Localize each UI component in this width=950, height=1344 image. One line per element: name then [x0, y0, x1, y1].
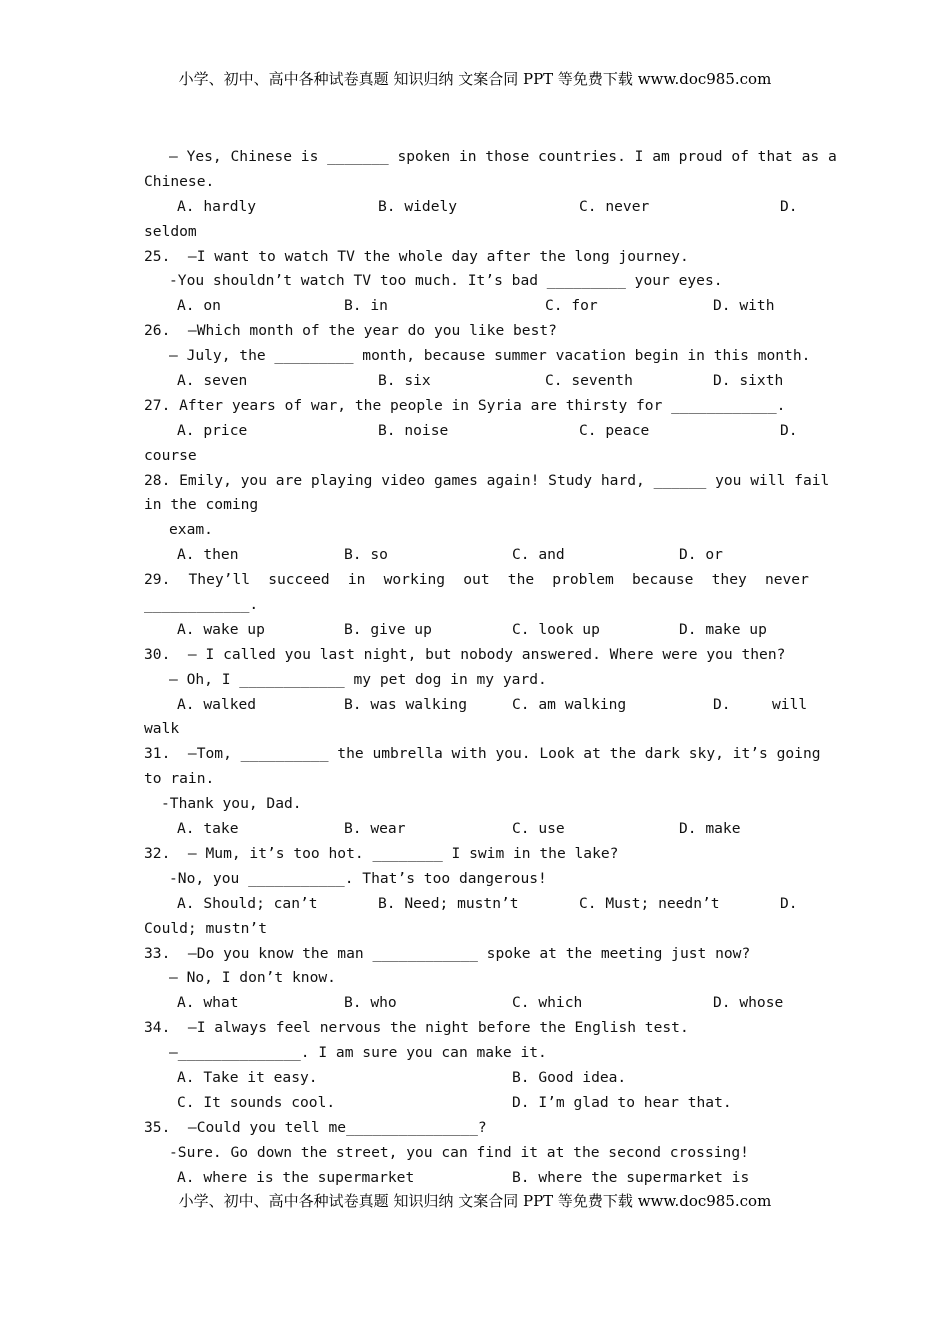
q30-stem: 30. – I called you last night, but nobody answered. Where were you then?	[144, 645, 786, 663]
option-a: A. walked	[177, 695, 257, 713]
option-b: B. was walking	[344, 695, 468, 713]
option-a: A. Take it easy.	[177, 1068, 318, 1086]
q29-word: out	[463, 571, 490, 589]
q33-stem: 33. –Do you know the man ____________ spoke at the meeting just now?	[144, 944, 751, 962]
option-b: B. widely	[378, 197, 458, 215]
q28-stem-line3: exam.	[169, 521, 213, 539]
q25-options	[144, 294, 809, 319]
option-c: C. never	[579, 197, 650, 215]
q24-line1: – Yes, Chinese is _______ spoken in those countries. I am proud of that as a	[169, 148, 837, 165]
option-c: C. am walking	[512, 695, 627, 713]
q31-stem: 31. –Tom, __________ the umbrella with you. Look at the dark sky, it’s going	[144, 745, 821, 763]
option-b: B. Good idea.	[512, 1068, 627, 1086]
q31-stem-line2: to rain.	[144, 770, 215, 788]
option-b: B. noise	[378, 421, 449, 439]
option-a: A. what	[177, 994, 239, 1012]
q30-options	[144, 693, 809, 718]
option-d: D.	[713, 695, 731, 713]
q28-options	[144, 543, 809, 568]
option-c: C. which	[512, 994, 583, 1012]
footer-banner: 小学、初中、高中各种试卷真题 知识归纳 文案合同 PPT 等免费下载 www.doc985.com	[178, 1192, 772, 1210]
option-d: D. with	[713, 297, 775, 315]
header-banner: 小学、初中、高中各种试卷真题 知识归纳 文案合同 PPT 等免费下载 www.doc985.com	[178, 70, 772, 88]
q35-options	[144, 1166, 809, 1191]
option-c: C. look up	[512, 620, 600, 638]
q29-stem	[144, 568, 809, 593]
q34-options-row2	[144, 1091, 809, 1116]
option-b: B. in	[344, 297, 388, 315]
q28-stem-line2: in the coming	[144, 496, 259, 514]
option-b: B. wear	[344, 820, 406, 838]
q26-options	[144, 369, 809, 394]
option-d: D. I’m glad to hear that.	[512, 1093, 732, 1111]
option-a: A. hardly	[177, 197, 257, 215]
option-d: D. or	[679, 546, 723, 564]
option-b: B. give up	[344, 620, 432, 638]
option-c: C. It sounds cool.	[177, 1093, 336, 1111]
option-c: C. peace	[579, 421, 650, 439]
option-c: C. and	[512, 546, 565, 564]
option-d: D. sixth	[713, 372, 784, 390]
q29-word: the	[507, 571, 535, 589]
option-c: C. Must; needn’t	[579, 894, 720, 912]
q29-word: They’ll	[188, 571, 251, 589]
q32-reply: -No, you ___________. That’s too dangerous!	[169, 869, 547, 887]
q29-word: because	[631, 571, 694, 589]
q29-word: they	[711, 571, 747, 589]
option-a: A. price	[177, 421, 248, 439]
q29-word: 29.	[144, 571, 171, 589]
q29-stem-line2: ____________.	[144, 596, 259, 614]
q34-stem: 34. –I always feel nervous the night before the English test.	[144, 1019, 689, 1037]
q24-line2: Chinese.	[144, 172, 215, 190]
option-a: A. Should; can’t	[177, 894, 318, 912]
option-a: A. then	[177, 546, 239, 564]
q29-word: problem	[552, 571, 614, 589]
option-d: D.	[780, 421, 798, 439]
option-d: D. whose	[713, 994, 784, 1012]
option-b: B. who	[344, 994, 397, 1012]
option-b: B. where the supermarket is	[512, 1168, 750, 1186]
option-b: B. so	[344, 546, 388, 564]
option-d: D.	[780, 197, 798, 215]
q31-reply: -Thank you, Dad.	[161, 795, 302, 813]
option-a: A. wake up	[177, 620, 265, 638]
option-a: A. where is the supermarket	[177, 1168, 415, 1186]
option-c: C. use	[512, 820, 565, 838]
option-a: A. take	[177, 820, 239, 838]
option-c: C. for	[545, 297, 598, 315]
q30-reply: – Oh, I ____________ my pet dog in my yard.	[169, 670, 547, 688]
q31-options	[144, 817, 809, 842]
option-d: D.	[780, 894, 798, 912]
option-b: B. six	[378, 372, 431, 390]
q33-reply: – No, I don’t know.	[169, 969, 336, 987]
option-d: D. make up	[679, 620, 767, 638]
q26-stem: 26. –Which month of the year do you like best?	[144, 322, 557, 340]
question-list	[144, 145, 837, 1190]
q29-word: never	[764, 571, 809, 589]
q29-word: in	[347, 571, 366, 589]
q29-word: working	[383, 571, 446, 589]
q33-options	[144, 991, 809, 1016]
q32-options	[144, 892, 809, 917]
q29-word: succeed	[268, 571, 330, 589]
q24-option-d-cont: seldom	[144, 222, 197, 240]
option-a: A. seven	[177, 372, 248, 390]
q32-stem: 32. – Mum, it’s too hot. ________ I swim in the lake?	[144, 844, 619, 862]
option-d: D. make	[679, 820, 741, 838]
q24-options	[144, 195, 809, 220]
q35-stem: 35. –Could you tell me_______________?	[144, 1118, 487, 1136]
option-a: A. on	[177, 297, 221, 315]
q34-reply: –______________. I am sure you can make it.	[169, 1044, 547, 1062]
q26-reply: – July, the _________ month, because summer vacation begin in this month.	[169, 347, 811, 365]
q27-option-d-cont: course	[144, 446, 197, 464]
option-c: C. seventh	[545, 372, 633, 390]
q34-options-row1	[144, 1066, 809, 1091]
q25-reply: -You shouldn’t watch TV too much. It’s bad _________ your eyes.	[169, 272, 723, 290]
option-d-word: will	[772, 695, 808, 713]
q27-stem: 27. After years of war, the people in Syria are thirsty for ____________.	[144, 396, 786, 414]
q30-option-d-cont: walk	[144, 720, 180, 738]
q32-option-d-cont: Could; mustn’t	[144, 919, 268, 937]
q35-reply: -Sure. Go down the street, you can find it at the second crossing!	[169, 1143, 749, 1161]
q27-options	[144, 419, 809, 444]
q25-stem: 25. –I want to watch TV the whole day after the long journey.	[144, 247, 689, 265]
q29-options	[144, 618, 809, 643]
q28-stem: 28. Emily, you are playing video games again! Study hard, ______ you will fail	[144, 471, 830, 489]
option-b: B. Need; mustn’t	[378, 894, 519, 912]
